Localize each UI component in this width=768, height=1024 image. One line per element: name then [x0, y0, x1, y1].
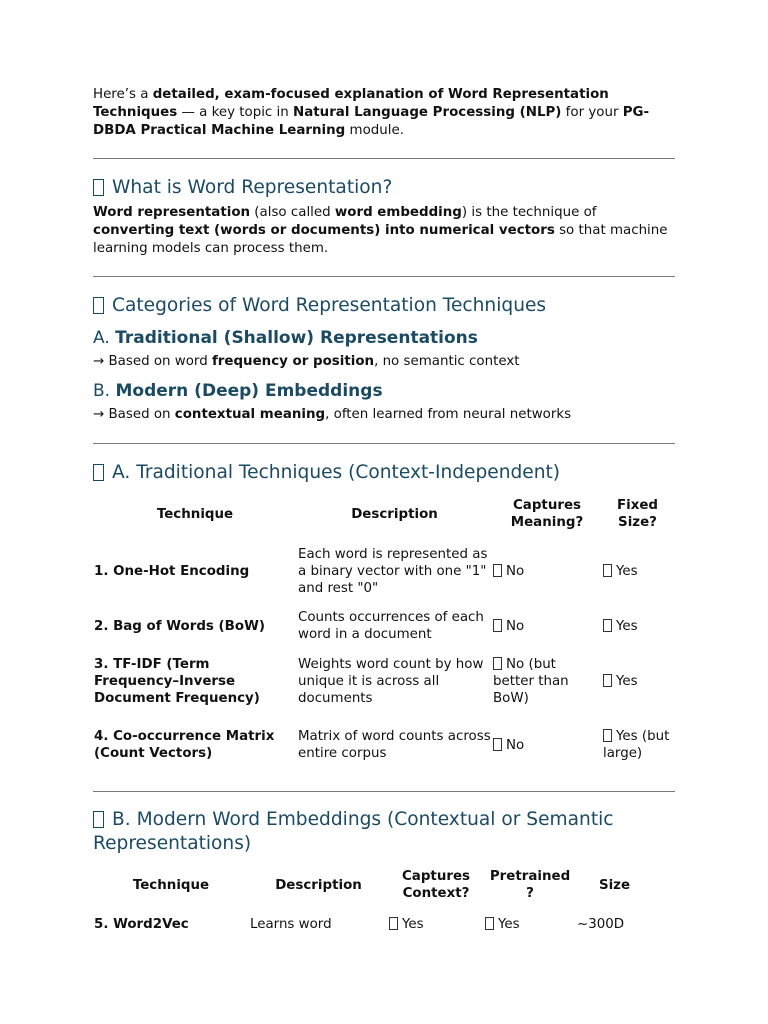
table-row — [93, 910, 653, 938]
missing-glyph-icon — [93, 297, 104, 314]
intro-text: — a key topic in — [177, 105, 294, 120]
size-cell: ~300D — [577, 916, 625, 932]
category-b-desc — [93, 406, 675, 424]
missing-glyph-icon — [493, 619, 502, 632]
text: , often learned from neural networks — [325, 407, 572, 422]
section-heading-modern — [93, 808, 675, 856]
bold-term: Word representation — [93, 205, 251, 220]
text: ) is the technique of — [461, 205, 597, 220]
description-cell: Weights word count by how unique it is across all documents — [298, 656, 484, 706]
missing-glyph-icon — [389, 917, 398, 930]
technique-cell: 3. TF-IDF (Term Frequency–Inverse Document Frequency) — [94, 656, 260, 706]
intro-text: Here’s a — [93, 87, 153, 102]
cell-value: Yes — [616, 673, 638, 689]
column-header: Technique — [132, 877, 210, 893]
missing-glyph-icon — [603, 619, 612, 632]
captures-context-cell — [388, 910, 484, 938]
description-cell: Counts occurrences of each word in a document — [298, 610, 484, 642]
missing-glyph-icon — [603, 674, 612, 687]
intro-bold: detailed, exam-focused explanation of Word Representation Techniques — [93, 87, 609, 120]
table-header-row — [93, 860, 653, 910]
column-header: Size — [598, 877, 631, 893]
text: → Based on — [93, 407, 175, 422]
cell-value: No — [506, 618, 525, 634]
intro-paragraph — [93, 86, 663, 140]
missing-glyph-icon — [493, 738, 502, 751]
category-a-desc — [93, 353, 675, 371]
what-is-paragraph — [93, 204, 675, 258]
captures-cell — [492, 603, 602, 649]
cell-value: No — [506, 563, 525, 579]
missing-glyph-icon — [485, 917, 494, 930]
cell-value: No (but better than BoW) — [493, 656, 569, 706]
fixed-size-cell — [602, 649, 673, 713]
column-header: Captures Meaning? — [510, 498, 584, 530]
intro-bold: PG-DBDA Practical Machine Learning — [93, 105, 650, 138]
missing-glyph-icon — [603, 729, 612, 742]
captures-cell — [492, 713, 602, 777]
fixed-size-cell — [602, 603, 673, 649]
column-header: Captures Context? — [401, 869, 471, 901]
column-header: Fixed Size? — [616, 498, 659, 530]
modern-embeddings-table — [93, 860, 653, 938]
captures-cell — [492, 649, 602, 713]
table-header-row — [93, 489, 673, 539]
category-title: Traditional (Shallow) Representations — [115, 328, 478, 348]
description-cell: Each word is represented as a binary vector with one "1" and rest "0" — [298, 546, 488, 596]
divider — [93, 276, 675, 277]
technique-cell: 2. Bag of Words (BoW) — [94, 618, 265, 634]
technique-cell: 1. One-Hot Encoding — [94, 563, 250, 579]
cell-value: Yes — [616, 563, 638, 579]
divider — [93, 158, 675, 159]
cell-value: No — [506, 737, 525, 753]
bold-term: word embedding — [334, 205, 462, 220]
heading-text: A. Traditional Techniques (Context-Independent) — [112, 462, 561, 483]
fixed-size-cell — [602, 539, 673, 603]
missing-glyph-icon — [603, 564, 612, 577]
captures-cell — [492, 539, 602, 603]
category-prefix: A. — [93, 328, 116, 348]
description-cell: Matrix of word counts across entire corpus — [298, 729, 491, 761]
pretrained-cell — [484, 910, 576, 938]
fixed-size-cell — [602, 713, 673, 777]
missing-glyph-icon — [493, 564, 502, 577]
technique-cell: 5. Word2Vec — [94, 916, 189, 932]
text: , no semantic context — [374, 354, 520, 369]
bold-term: contextual meaning — [174, 407, 326, 422]
category-title: Modern (Deep) Embeddings — [115, 381, 383, 401]
cell-value: Yes — [616, 618, 638, 634]
table-row — [93, 713, 673, 777]
column-header: Pretrained ? — [489, 869, 571, 901]
column-header: Technique — [156, 506, 234, 522]
bold-term: converting text (words or documents) into numerical vectors — [93, 223, 555, 238]
cell-value: Yes (but large) — [603, 729, 670, 761]
table-row — [93, 603, 673, 649]
description-cell: Learns word — [250, 916, 332, 932]
technique-cell: 4. Co-occurrence Matrix (Count Vectors) — [94, 729, 275, 761]
divider — [93, 443, 675, 444]
missing-glyph-icon — [493, 657, 502, 670]
cell-value: Yes — [498, 916, 520, 932]
heading-text: Categories of Word Representation Techniques — [112, 295, 547, 316]
text: so that machine learning models can process them. — [93, 223, 668, 256]
bold-term: frequency or position — [211, 354, 375, 369]
category-a-heading — [93, 327, 675, 349]
heading-text: What is Word Representation? — [112, 177, 393, 198]
cell-value: Yes — [402, 916, 424, 932]
divider — [93, 791, 675, 792]
column-header: Description — [351, 506, 438, 522]
missing-glyph-icon — [93, 811, 104, 828]
category-prefix: B. — [93, 381, 116, 401]
section-heading-categories — [93, 294, 675, 318]
missing-glyph-icon — [93, 179, 104, 196]
section-heading-what-is — [93, 176, 675, 200]
column-header: Description — [275, 877, 362, 893]
text: → Based on word — [93, 354, 212, 369]
table-row — [93, 539, 673, 603]
traditional-techniques-table — [93, 489, 673, 777]
intro-text: for your — [561, 105, 623, 120]
intro-bold: Natural Language Processing (NLP) — [293, 105, 562, 120]
heading-text: B. Modern Word Embeddings (Contextual or Semantic Representations) — [93, 809, 614, 854]
document-body — [93, 86, 675, 938]
section-heading-traditional — [93, 461, 675, 485]
category-b-heading — [93, 380, 675, 402]
table-row — [93, 649, 673, 713]
text: (also called — [250, 205, 335, 220]
intro-text: module. — [345, 123, 404, 138]
missing-glyph-icon — [93, 464, 104, 481]
